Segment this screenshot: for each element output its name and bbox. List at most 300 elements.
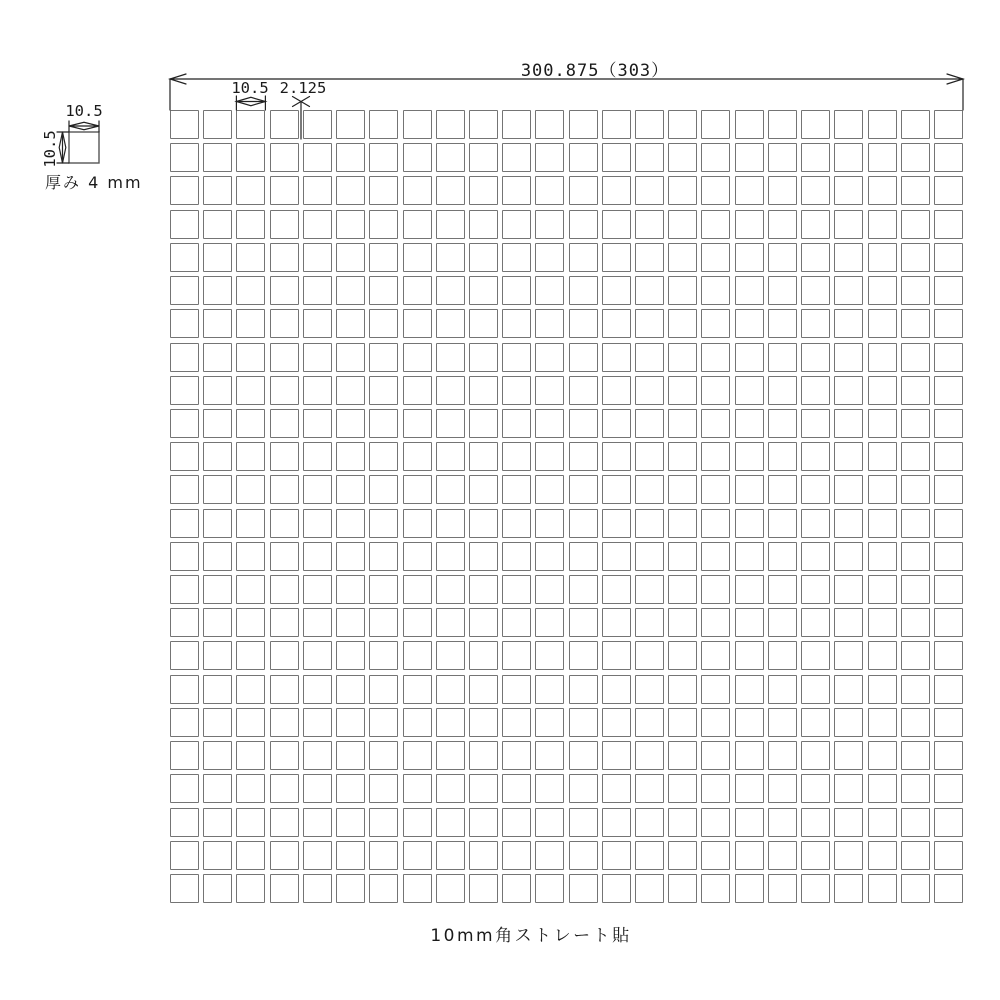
tile <box>635 309 664 338</box>
tile <box>502 708 531 737</box>
tile <box>768 442 797 471</box>
tile <box>668 874 697 903</box>
tile <box>236 542 265 571</box>
tile <box>801 475 830 504</box>
tile <box>336 143 365 172</box>
tile <box>868 808 897 837</box>
tile <box>668 276 697 305</box>
tile <box>569 874 598 903</box>
tile <box>203 641 232 670</box>
tile <box>768 542 797 571</box>
tile <box>369 641 398 670</box>
tile <box>701 774 730 803</box>
tile <box>834 641 863 670</box>
tile <box>436 575 465 604</box>
tile <box>170 774 199 803</box>
tile <box>901 376 930 405</box>
tile <box>834 475 863 504</box>
tile <box>834 343 863 372</box>
tile <box>170 841 199 870</box>
tile <box>801 210 830 239</box>
tile <box>170 542 199 571</box>
tile <box>203 608 232 637</box>
tile <box>901 774 930 803</box>
tile <box>469 409 498 438</box>
tile <box>635 475 664 504</box>
tile <box>270 143 299 172</box>
tile <box>203 741 232 770</box>
tile <box>602 575 631 604</box>
tile <box>436 841 465 870</box>
tile <box>602 874 631 903</box>
tile <box>701 276 730 305</box>
tile <box>868 276 897 305</box>
tile <box>170 409 199 438</box>
tile <box>535 509 564 538</box>
tile <box>635 575 664 604</box>
tile <box>270 210 299 239</box>
tile <box>668 442 697 471</box>
tile <box>203 774 232 803</box>
tile <box>701 874 730 903</box>
tile <box>834 741 863 770</box>
cross-mark-icon <box>293 97 310 107</box>
tile <box>502 309 531 338</box>
tile <box>901 675 930 704</box>
tile <box>535 608 564 637</box>
tile <box>502 575 531 604</box>
tile <box>203 110 232 139</box>
tile <box>834 808 863 837</box>
tile <box>602 841 631 870</box>
tile <box>403 343 432 372</box>
tile <box>403 542 432 571</box>
tile <box>635 741 664 770</box>
detail-left-rhombus-icon <box>59 132 66 163</box>
tile <box>270 509 299 538</box>
tile <box>469 143 498 172</box>
tile <box>303 475 332 504</box>
tile <box>535 442 564 471</box>
tile <box>436 774 465 803</box>
tile <box>934 243 963 272</box>
tile <box>369 575 398 604</box>
tile <box>901 575 930 604</box>
tile <box>403 409 432 438</box>
tile <box>535 309 564 338</box>
tile <box>502 143 531 172</box>
tile <box>834 708 863 737</box>
tile <box>768 675 797 704</box>
tile <box>236 509 265 538</box>
tile <box>668 376 697 405</box>
tile <box>203 343 232 372</box>
tile <box>336 276 365 305</box>
tile <box>303 509 332 538</box>
tile <box>336 741 365 770</box>
tile <box>203 143 232 172</box>
tile <box>602 210 631 239</box>
tile <box>502 641 531 670</box>
tile <box>868 210 897 239</box>
tile <box>236 575 265 604</box>
tile <box>834 774 863 803</box>
tile <box>403 442 432 471</box>
tile <box>303 309 332 338</box>
tile <box>403 309 432 338</box>
tile <box>303 641 332 670</box>
tile <box>170 675 199 704</box>
tile <box>535 675 564 704</box>
tile <box>436 641 465 670</box>
tile <box>635 708 664 737</box>
tile <box>768 708 797 737</box>
tile <box>403 376 432 405</box>
tile <box>170 376 199 405</box>
tile <box>801 243 830 272</box>
tile <box>336 176 365 205</box>
tile <box>469 309 498 338</box>
tile <box>203 575 232 604</box>
tile <box>502 409 531 438</box>
tile <box>701 741 730 770</box>
tile <box>569 442 598 471</box>
tile <box>834 874 863 903</box>
tile <box>502 675 531 704</box>
tile <box>502 774 531 803</box>
tile <box>535 841 564 870</box>
tile <box>535 210 564 239</box>
tile <box>236 841 265 870</box>
tile <box>369 442 398 471</box>
tile <box>668 774 697 803</box>
tile <box>502 376 531 405</box>
tile <box>901 542 930 571</box>
tile <box>701 309 730 338</box>
tile <box>735 110 764 139</box>
tile <box>768 874 797 903</box>
tile <box>569 741 598 770</box>
tile <box>635 442 664 471</box>
tile <box>768 608 797 637</box>
tile <box>502 475 531 504</box>
tile <box>336 509 365 538</box>
tile <box>270 243 299 272</box>
tile <box>569 641 598 670</box>
tile <box>436 874 465 903</box>
tile <box>602 608 631 637</box>
tile <box>668 542 697 571</box>
tile <box>403 841 432 870</box>
tile <box>801 542 830 571</box>
tile <box>834 542 863 571</box>
tile <box>502 243 531 272</box>
tile <box>270 343 299 372</box>
tile <box>170 343 199 372</box>
tile <box>668 176 697 205</box>
tile <box>502 741 531 770</box>
tile <box>303 542 332 571</box>
tile <box>369 608 398 637</box>
tile <box>768 176 797 205</box>
tile <box>403 110 432 139</box>
tile <box>535 276 564 305</box>
tile <box>801 708 830 737</box>
tile <box>901 343 930 372</box>
tile <box>303 210 332 239</box>
tile <box>535 774 564 803</box>
tile <box>934 210 963 239</box>
tile <box>336 808 365 837</box>
tile <box>602 309 631 338</box>
tile <box>303 243 332 272</box>
tile <box>436 509 465 538</box>
tile <box>469 675 498 704</box>
tile <box>369 343 398 372</box>
tile <box>203 509 232 538</box>
tile <box>668 309 697 338</box>
tile <box>701 243 730 272</box>
tile <box>236 176 265 205</box>
arrow-left-icon <box>170 74 186 84</box>
tile <box>336 343 365 372</box>
tile <box>735 675 764 704</box>
tile <box>569 176 598 205</box>
tile <box>701 143 730 172</box>
tile <box>502 276 531 305</box>
tile <box>270 841 299 870</box>
tile <box>602 808 631 837</box>
tile <box>635 608 664 637</box>
tile <box>801 841 830 870</box>
tile <box>768 143 797 172</box>
tile <box>635 675 664 704</box>
tile <box>934 641 963 670</box>
tile <box>602 542 631 571</box>
tile <box>701 708 730 737</box>
tile <box>735 608 764 637</box>
tile <box>934 542 963 571</box>
tile <box>336 542 365 571</box>
tile <box>635 176 664 205</box>
tile <box>801 741 830 770</box>
tile <box>336 210 365 239</box>
tile <box>635 841 664 870</box>
tile <box>735 874 764 903</box>
tile <box>369 309 398 338</box>
tile <box>635 509 664 538</box>
tile <box>635 774 664 803</box>
tile <box>569 143 598 172</box>
tile <box>569 409 598 438</box>
tile <box>403 708 432 737</box>
tile <box>868 243 897 272</box>
tile <box>768 575 797 604</box>
tile <box>436 442 465 471</box>
tile <box>868 176 897 205</box>
tile <box>236 309 265 338</box>
tile <box>236 243 265 272</box>
tile <box>834 608 863 637</box>
tile-size-label: 10.5 <box>231 79 269 97</box>
tile <box>701 575 730 604</box>
tile <box>236 343 265 372</box>
tile <box>901 874 930 903</box>
tile <box>270 442 299 471</box>
tile <box>901 509 930 538</box>
tile-detail-drawing <box>57 121 99 163</box>
tile <box>834 675 863 704</box>
tile <box>203 475 232 504</box>
tile <box>469 243 498 272</box>
tile <box>303 608 332 637</box>
tile <box>701 509 730 538</box>
tile <box>735 808 764 837</box>
tile <box>270 276 299 305</box>
tile <box>668 409 697 438</box>
tile <box>369 376 398 405</box>
tile <box>436 376 465 405</box>
tile <box>469 276 498 305</box>
tile <box>901 741 930 770</box>
tile <box>635 343 664 372</box>
tile <box>369 542 398 571</box>
tile <box>336 409 365 438</box>
tile <box>403 176 432 205</box>
tile <box>834 176 863 205</box>
tile <box>436 608 465 637</box>
tile <box>801 309 830 338</box>
arrow-right-icon <box>947 74 963 84</box>
tile <box>635 641 664 670</box>
tile <box>336 874 365 903</box>
tile <box>635 808 664 837</box>
tile <box>868 475 897 504</box>
tile <box>270 774 299 803</box>
tile <box>369 143 398 172</box>
tile <box>768 774 797 803</box>
tile <box>801 376 830 405</box>
tile <box>602 409 631 438</box>
tile <box>469 376 498 405</box>
tile <box>403 509 432 538</box>
tile <box>934 675 963 704</box>
tile <box>768 741 797 770</box>
tile <box>602 708 631 737</box>
tile <box>834 442 863 471</box>
tile <box>369 808 398 837</box>
tile <box>170 608 199 637</box>
tile <box>735 243 764 272</box>
tile <box>436 409 465 438</box>
tile <box>801 409 830 438</box>
tile <box>403 808 432 837</box>
tile <box>502 343 531 372</box>
tile <box>934 143 963 172</box>
tile <box>868 110 897 139</box>
tile <box>735 376 764 405</box>
tile <box>535 741 564 770</box>
tile <box>535 575 564 604</box>
tile <box>436 243 465 272</box>
tile <box>303 741 332 770</box>
tile <box>369 708 398 737</box>
tile <box>868 442 897 471</box>
tile <box>901 808 930 837</box>
tile <box>801 808 830 837</box>
tile <box>901 110 930 139</box>
tile <box>701 343 730 372</box>
tile <box>801 110 830 139</box>
tile <box>768 841 797 870</box>
tile <box>303 376 332 405</box>
tile <box>735 143 764 172</box>
tile <box>436 309 465 338</box>
tile <box>469 608 498 637</box>
tile <box>602 641 631 670</box>
tile <box>701 542 730 571</box>
tile <box>834 210 863 239</box>
tile <box>602 475 631 504</box>
tile <box>436 542 465 571</box>
tile <box>303 808 332 837</box>
tile <box>469 509 498 538</box>
tile <box>303 409 332 438</box>
tile <box>934 808 963 837</box>
tile <box>569 110 598 139</box>
tile <box>535 475 564 504</box>
tile <box>170 176 199 205</box>
tile <box>768 343 797 372</box>
tile <box>270 475 299 504</box>
tile <box>801 608 830 637</box>
tile <box>934 409 963 438</box>
tile <box>236 110 265 139</box>
tile <box>236 774 265 803</box>
tile <box>735 210 764 239</box>
tile <box>336 309 365 338</box>
tile <box>236 210 265 239</box>
tile <box>469 808 498 837</box>
tile <box>436 176 465 205</box>
tile <box>735 841 764 870</box>
tile <box>868 874 897 903</box>
tile <box>701 176 730 205</box>
tile <box>569 774 598 803</box>
tile <box>502 509 531 538</box>
tile <box>369 276 398 305</box>
tile <box>270 176 299 205</box>
tile <box>602 741 631 770</box>
tile <box>303 442 332 471</box>
tile <box>469 442 498 471</box>
tile <box>469 110 498 139</box>
tile <box>502 608 531 637</box>
tile <box>735 708 764 737</box>
tile <box>868 409 897 438</box>
tile <box>834 376 863 405</box>
tile <box>701 409 730 438</box>
tile <box>569 808 598 837</box>
tile <box>834 575 863 604</box>
tile <box>236 276 265 305</box>
tile <box>236 608 265 637</box>
tile-width-marker <box>236 96 265 110</box>
tile <box>270 741 299 770</box>
tile <box>203 243 232 272</box>
tile <box>768 309 797 338</box>
tile <box>336 841 365 870</box>
